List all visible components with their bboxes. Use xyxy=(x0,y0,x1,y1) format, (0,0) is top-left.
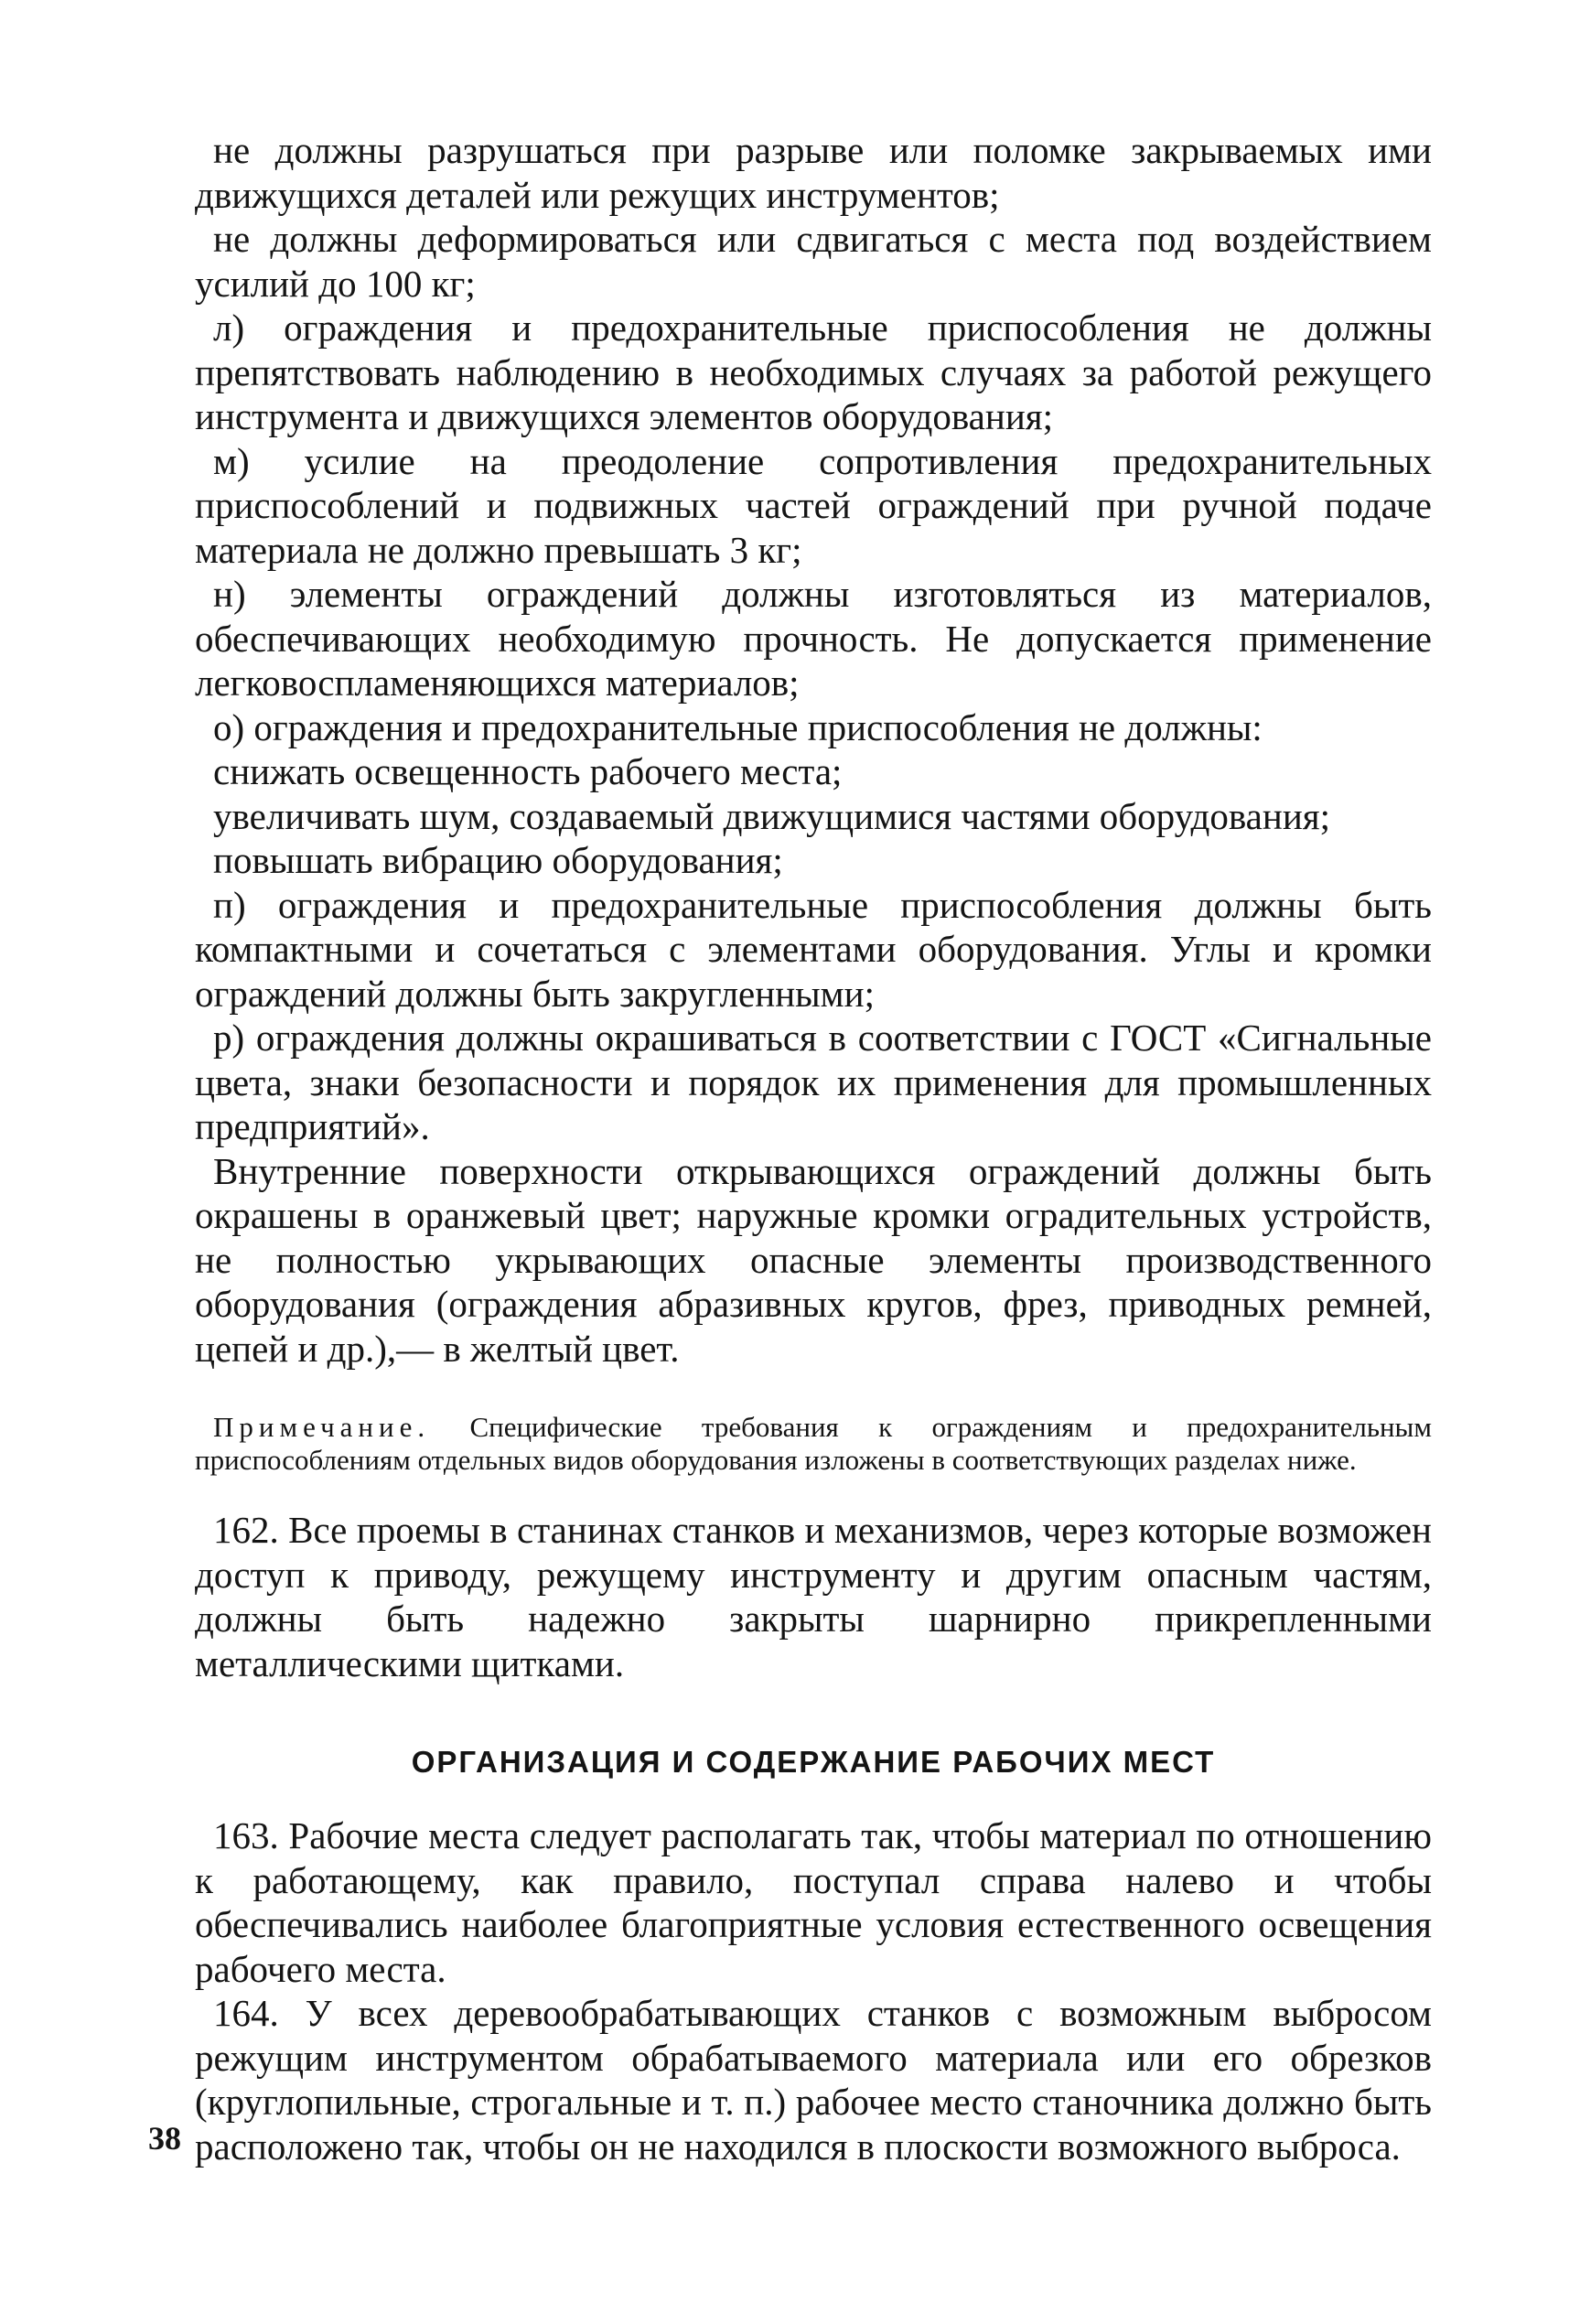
paragraph-item-l: л) ограждения и предохранительные приспособления не должны препятствовать наблюдению в необходимых случаях за работой режущего инструмента и движущихся элементов оборудования; xyxy=(195,307,1432,437)
note-label: Примечание. xyxy=(213,1411,431,1443)
note-block xyxy=(195,1411,1432,1477)
paragraph: не должны разрушаться при разрыве или поломке закрываемых ими движущихся деталей или режущих инструментов; xyxy=(195,129,1432,216)
paragraph: увеличивать шум, создаваемый движущимися частями оборудования; xyxy=(213,794,1331,837)
paragraph-item-m: м) усилие на преодоление сопротивления предохранительных приспособлений и подвижных частей ограждений при ручной подаче материала не должно превышать 3 кг; xyxy=(195,439,1432,571)
paragraph-item-162: 162. Все проемы в станинах станков и механизмов, через которые возможен доступ к приводу, режущему инструменту и другим опасным частям, должны быть надежно закрыты шарнирно прикрепленными металлическими щитками. xyxy=(195,1509,1432,1684)
paragraph: не должны деформироваться или сдвигаться с места под воздействием усилий до 100 кг; xyxy=(195,218,1432,305)
document-page xyxy=(195,128,1432,2168)
page-number: 38 xyxy=(148,2120,181,2157)
paragraph-item-n: н) элементы ограждений должны изготовляться из материалов, обеспечивающих необходимую прочность. Не допускается применение легковоспламеняющихся материалов; xyxy=(195,573,1432,704)
paragraph-item-163: 163. Рабочие места следует располагать так, чтобы материал по отношению к работающему, как правило, поступал справа налево и чтобы обеспечивались наиболее благоприятные условия естественного освещения рабочего места. xyxy=(195,1814,1432,1990)
paragraph-item-r: р) ограждения должны окрашиваться в соответствии с ГОСТ «Сигнальные цвета, знаки безопасности и порядок их применения для промышленных предприятий». xyxy=(195,1017,1432,1147)
note-text: Специфические требования к ограждениям и предохранительным приспособлениям отдельных видов оборудования изложены в соответствующих разделах ниже. xyxy=(195,1411,1432,1476)
paragraph: снижать освещенность рабочего места; xyxy=(213,750,843,792)
paragraph: Внутренние поверхности открывающихся ограждений должны быть окрашены в оранжевый цвет; наружные кромки оградительных устройств, не полностью укрывающих опасные элементы производственного оборудования (ограждения абразивных кругов, фрез, приводных ремней, цепей и др.),— в желтый цвет. xyxy=(195,1149,1432,1370)
paragraph: повышать вибрацию оборудования; xyxy=(213,839,783,881)
paragraph-item-p: п) ограждения и предохранительные приспособления должны быть компактными и сочетаться с элементами оборудования. Углы и кромки ограждений должны быть закругленными; xyxy=(195,883,1432,1015)
paragraph-item-164: 164. У всех деревообрабатывающих станков с возможным выбросом режущим инструментом обрабатываемого материала или его обрезков (круглопильные, строгальные и т. п.) рабочее место станочника должно быть расположено так, чтобы он не находился в плоскости возможного выброса. xyxy=(195,1992,1432,2168)
paragraph-item-o: о) ограждения и предохранительные приспособления не должны: xyxy=(213,705,1263,748)
section-heading: ОРГАНИЗАЦИЯ И СОДЕРЖАНИЕ РАБОЧИХ МЕСТ xyxy=(411,1745,1216,1779)
